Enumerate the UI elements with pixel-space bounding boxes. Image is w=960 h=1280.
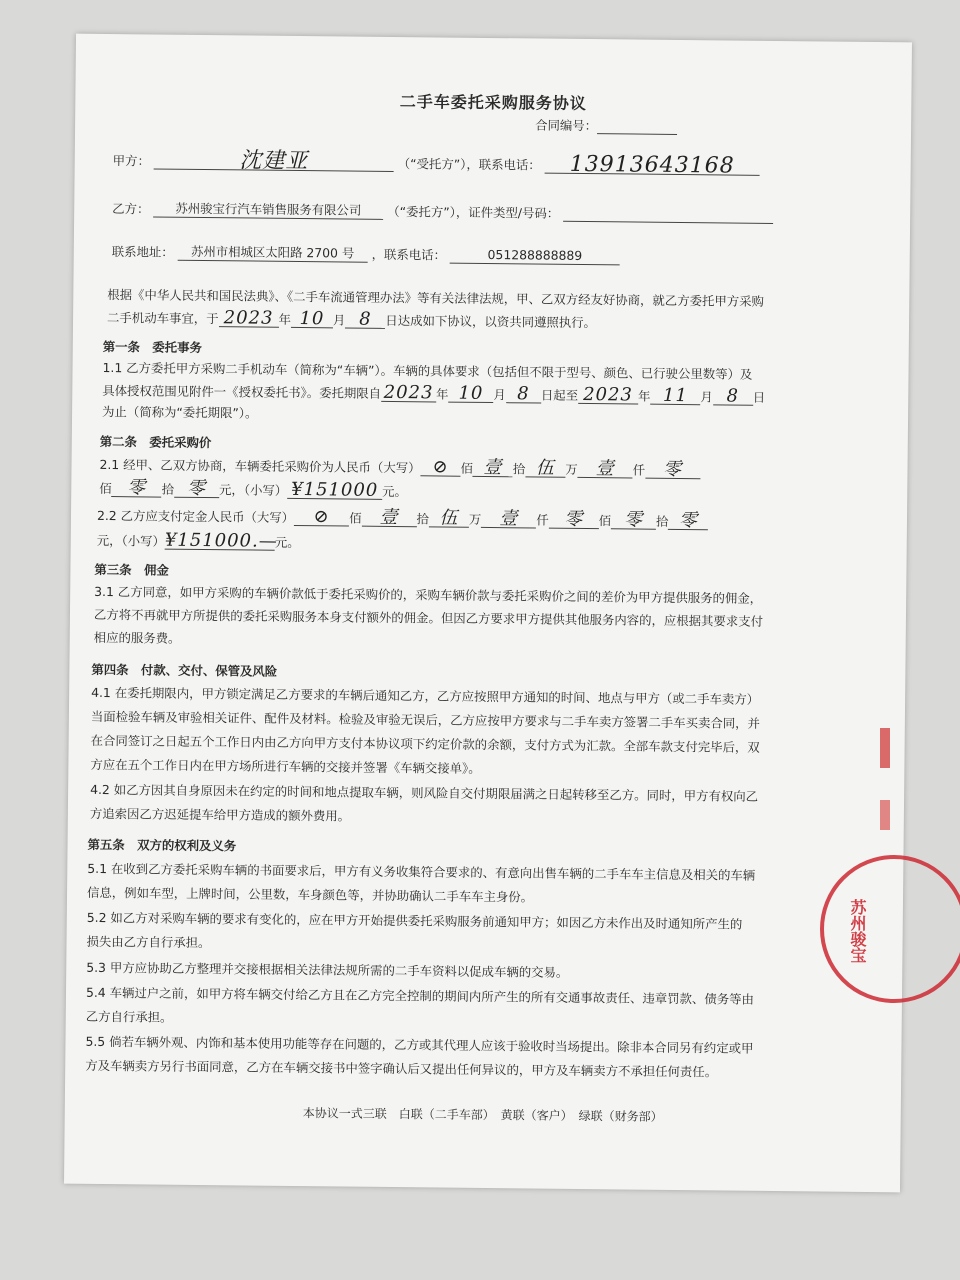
art1-y1: 年 [436, 386, 449, 402]
art5-line-4: 损失由乙方自行承担。 [86, 933, 211, 951]
art2-line-1 [99, 456, 700, 479]
art5-line-9: 方及车辆卖方另行书面同意，乙方在车辆交接书中签字确认后又提出任何异议的，甲方及车辆卖方不承担任何责任。 [85, 1057, 718, 1080]
art1-m1: 月 [493, 387, 506, 403]
company-seal-text: 苏州骏宝 [848, 899, 867, 963]
art1-l2-pre: 具体授权范围见附件一《授权委托书》。委托期限自 [102, 382, 382, 401]
art2-deposit-wan: 伍 [429, 510, 469, 527]
art4-line-5: 4.2 如乙方因其自身原因未在约定的时间和地点提取车辆，则风险自交付期限届满之日起转移至乙方。同时，甲方有权向乙 [90, 781, 759, 804]
art2-yuan: 元。 [382, 483, 408, 500]
intro-line2-post: 日达成如下协议，以资共同遵照执行。 [385, 312, 597, 331]
address-phone-label: ，联系电话： [371, 246, 447, 263]
art4-line-6: 方追索因乙方迟延提车给甲方造成的额外费用。 [89, 805, 351, 824]
art1-end-month: 11 [650, 388, 700, 406]
page-title: 二手车委托采购服务协议 [399, 92, 587, 114]
intro-year: 2023 [218, 310, 278, 328]
art2-d-shi: 拾 [416, 511, 429, 527]
art3-line-2: 乙方将不再就甲方所提供的委托采购服务本身支付额外的佣金。但因乙方要求甲方提供其他服务内容的，应根据其要求支付 [93, 606, 764, 629]
company-seal [820, 855, 960, 1003]
art4-heading: 第四条 付款、交付、保管及风险 [91, 661, 278, 679]
art3-line-1: 3.1 乙方同意，如甲方采购的车辆价款低于委托采购价的，采购车辆价款与委托采购价之间的差价为甲方提供服务的佣金， [94, 583, 763, 606]
art2-ones: 零 [174, 481, 219, 498]
art2-heading: 第二条 委托采购价 [99, 433, 212, 451]
art2-d-bai-2: 佰 [598, 513, 612, 529]
intro-month: 10 [291, 311, 333, 328]
contract-number-label: 合同编号： [535, 117, 598, 134]
art1-line-3: 为止（简称为“委托期限”）。 [102, 403, 258, 421]
art2-yuan-2: 元。 [274, 534, 300, 551]
intro-m: 月 [332, 312, 346, 328]
art1-d: 日 [752, 389, 766, 405]
art2-line-2 [97, 507, 709, 530]
party-a-name: 沈建亚 [154, 152, 394, 172]
art4-line-4: 方应在五个工作日内在甲方场所进行车辆的交接并签署《车辆交接单》。 [90, 756, 481, 776]
art1-mid: 日起至 [540, 387, 579, 403]
art5-heading: 第五条 双方的权利及义务 [87, 836, 237, 854]
art2-tens: 零 [112, 480, 162, 498]
art5-line-5: 5.3 甲方应协助乙方整理并交接根据相关法律法规所需的二手车资料以促成车辆的交易。 [86, 959, 569, 980]
art1-start-year: 2023 [381, 385, 436, 403]
art4-line-1: 4.1 在委托期限内，甲方锁定满足乙方要求的车辆后通知乙方，乙方应按照甲方通知的时间、地点与甲方（或二手车卖方） [91, 684, 760, 707]
contract-number [535, 116, 677, 134]
art2-deposit-ones: 零 [668, 513, 708, 530]
intro-y: 年 [278, 311, 292, 327]
address-label: 联系地址： [111, 244, 174, 260]
intro-line-2 [107, 309, 596, 331]
art2-d-bai: 佰 [349, 510, 362, 526]
art2-deposit-tens-wan: 壹 [361, 510, 416, 528]
art2-d-wan: 万 [468, 511, 482, 527]
party-b-name: 苏州骏宝行汽车销售服务有限公司 [153, 200, 383, 219]
art1-start-month: 10 [448, 386, 493, 403]
party-a-row [112, 148, 760, 179]
intro-line2-pre: 二手机动车事宜，于 [106, 309, 219, 327]
art2-l2-pre: 2.2 乙方应支付定金人民币（大写） [96, 507, 295, 525]
copies-footer: 本协议一式三联 白联（二手车部） 黄联（客户） 绿联（财务部） [302, 1106, 663, 1124]
art2-line-1b [99, 477, 408, 501]
intro-day: 8 [345, 311, 385, 328]
art1-end-year: 2023 [578, 387, 638, 405]
art4-line-2: 当面检验车辆及审验相关证件、配件及材料。检验及审验无误后，乙方应按甲方要求与二手车卖方签署二手车买卖合同，并 [90, 708, 761, 731]
art2-qian: 仟 [632, 462, 646, 478]
art2-bai-2: 佰 [99, 480, 112, 497]
contract-page [64, 34, 912, 1193]
art2-bai: 佰 [460, 460, 474, 476]
art3-heading: 第三条 佣金 [94, 561, 169, 578]
art1-m2: 月 [700, 389, 713, 405]
art5-line-6: 5.4 车辆过户之前，如甲方将车辆交付给乙方且在乙方完全控制的期间内所产生的所有交通事故责任、违章罚款、债务等由 [85, 984, 755, 1007]
party-b-label: 乙方： [112, 201, 150, 217]
party-a-role: （“受托方”），联系电话： [397, 156, 541, 173]
art2-deposit-hundred-thousands: ⊘ [294, 509, 349, 527]
art3-line-3: 相应的服务费。 [93, 629, 181, 646]
party-b-role: （“委托方”），证件类型/号码： [387, 203, 560, 221]
address-value: 苏州市相城区太阳路 2700 号 [178, 244, 368, 263]
art2-ten-thousands: 伍 [525, 460, 565, 477]
art1-start-day: 8 [506, 386, 541, 403]
art5-line-8: 5.5 倘若车辆外观、内饰和基本使用功能等存在问题的，乙方或其代理人应该于验收时当场提出。除非本合同另有约定或甲 [85, 1033, 754, 1056]
art5-line-1: 5.1 在收到乙方委托采购车辆的书面要求后，甲方有义务收集符合要求的、有意向出售车辆的二手车车主信息及相关的车辆 [87, 860, 756, 883]
party-a-label: 甲方： [112, 153, 150, 169]
art2-shi: 拾 [512, 461, 526, 477]
art2-thousands: 壹 [578, 461, 633, 479]
art5-line-7: 乙方自行承担。 [85, 1008, 173, 1025]
art2-line-2b [96, 529, 300, 552]
art1-line-2 [102, 382, 765, 406]
art2-l1-pre: 2.1 经甲、乙双方协商，车辆委托采购价为人民币（大写） [99, 456, 421, 476]
address-phone: 051288888889 [450, 247, 620, 266]
red-edge-mark [880, 728, 890, 768]
art2-yuan-small: 元，（小写） [218, 482, 288, 498]
art2-wan: 万 [565, 461, 578, 477]
art2-ten-thousands-tens: 壹 [473, 460, 513, 477]
art1-y2: 年 [637, 388, 651, 404]
art2-hundred-thousands: ⊘ [420, 459, 460, 476]
art2-deposit-thousands: 壹 [481, 511, 536, 529]
party-a-phone: 13913643168 [545, 157, 760, 176]
art1-line-1: 1.1 乙方委托甲方采购二手机动车（简称为“车辆”）。车辆的具体要求（包括但不限于型号、颜色、已行驶公里数等）及 [102, 359, 753, 382]
art4-line-3: 在合同签订之日起五个工作日内由乙方向甲方支付本协议项下约定价款的余额，支付方式为汇款。全部车款支付完毕后，双 [90, 732, 760, 755]
intro-line-1: 根据《中华人民共和国民法典》、《二手车流通管理办法》等有关法律法规，甲、乙双方经友好协商，就乙方委托甲方采购 [107, 286, 765, 309]
art5-line-3: 5.2 如乙方对采购车辆的要求有变化的，应在甲方开始提供委托采购服务前通知甲方；如因乙方未作出及时通知所产生的 [86, 909, 743, 932]
art2-shi-2: 拾 [161, 481, 175, 497]
art1-end-day: 8 [713, 388, 753, 405]
art2-yuan-small-2: 元，（小写） [96, 532, 165, 549]
art2-deposit-small-value: ¥151000.— [164, 529, 278, 552]
art2-d-qian: 仟 [536, 512, 549, 528]
address-row [112, 243, 620, 265]
art2-d-shi-2: 拾 [655, 513, 669, 529]
red-edge-mark-2 [880, 800, 890, 830]
art2-hundreds: 零 [645, 462, 700, 480]
art2-deposit-tens: 零 [611, 512, 656, 529]
art2-deposit-hundreds: 零 [549, 512, 599, 530]
art1-heading: 第一条 委托事务 [102, 338, 202, 355]
art5-line-2: 信息，例如车型，上牌时间，公里数，车身颜色等，并协助确认二手车车主身份。 [86, 884, 534, 905]
art2-small-value: ¥151000 [287, 482, 382, 500]
party-b-row [112, 200, 773, 224]
